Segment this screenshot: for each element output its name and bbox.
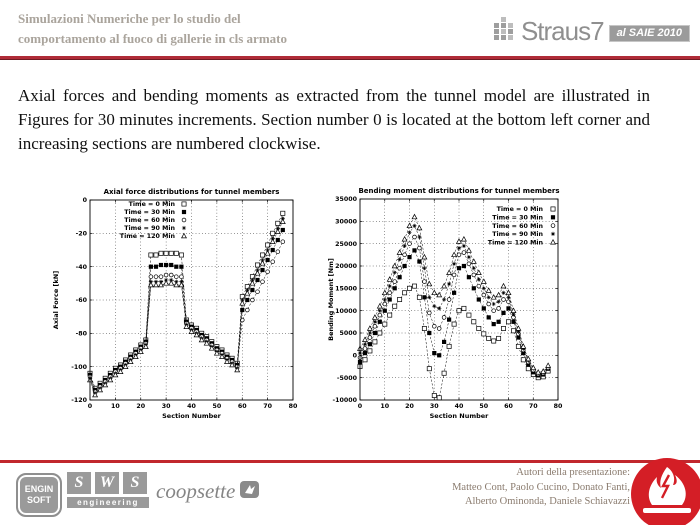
svg-text:10000: 10000 [335, 307, 357, 315]
straus7-logo [494, 15, 690, 46]
sws-engineering-label: engineering [67, 497, 149, 508]
svg-text:5000: 5000 [339, 330, 357, 338]
svg-text:0: 0 [352, 352, 357, 360]
svg-text:Axial Force [kN]: Axial Force [kN] [52, 270, 60, 330]
svg-text:30: 30 [429, 403, 439, 410]
body-paragraph: Axial forces and bending moments as extracted from the tunnel model are illustrated in Figures for 30 minutes increments. Section number 0 is located at the bottom left corner and increasing sections are numbered clockwise. [18, 86, 650, 154]
coopsette-icon [240, 479, 259, 504]
enginsoft-logo [16, 473, 62, 517]
svg-text:Section Number: Section Number [162, 412, 221, 420]
enginsoft-logo-line2: SOFT [27, 495, 51, 505]
svg-text:50: 50 [212, 403, 222, 410]
svg-text:Time = 60 Min: Time = 60 Min [124, 217, 175, 225]
svg-text:Time = 120 Min: Time = 120 Min [119, 233, 175, 241]
slide-header-title [18, 9, 287, 49]
svg-text:20: 20 [136, 403, 146, 410]
sws-engineering-logo [67, 472, 149, 508]
svg-text:Time = 30 Min: Time = 30 Min [124, 209, 175, 217]
saie-badge: al SAIE 2010 [609, 25, 690, 42]
header-title-line2: comportamento al fuoco di gallerie in cls armato [18, 31, 287, 47]
authors-line2: Alberto Ominonda, Daniele Schiavazzi [464, 496, 630, 508]
svg-text:15000: 15000 [335, 285, 357, 293]
svg-text:Time = 0 Min: Time = 0 Min [128, 201, 175, 209]
svg-text:Bending Moment [Nm]: Bending Moment [Nm] [327, 258, 335, 341]
authors-line1: Matteo Cont, Paolo Cucino, Donato Fanti, [452, 481, 630, 493]
svg-text:80: 80 [553, 403, 563, 410]
header-title-line1: Simulazioni Numeriche per lo studio del [18, 11, 241, 26]
footer-divider-rule [0, 460, 700, 463]
svg-text:25000: 25000 [335, 240, 357, 248]
svg-text:-120: -120 [71, 397, 87, 405]
svg-text:30: 30 [161, 403, 171, 410]
svg-text:-10000: -10000 [332, 397, 357, 405]
svg-text:50: 50 [479, 403, 489, 410]
svg-text:0: 0 [87, 403, 93, 410]
sws-letter-s1: S [67, 472, 91, 494]
sws-letter-s2: S [123, 472, 147, 494]
enginsoft-logo-line1: ENGIN [24, 484, 54, 495]
coopsette-logo-text: coopsette [156, 479, 236, 503]
svg-text:20000: 20000 [335, 263, 357, 271]
svg-text:Time = 120 Min: Time = 120 Min [487, 239, 543, 247]
svg-text:-5000: -5000 [336, 374, 357, 382]
svg-text:80: 80 [288, 403, 298, 410]
svg-text:Bending moment distributions f: Bending moment distributions for tunnel members [358, 187, 560, 195]
svg-text:0: 0 [357, 403, 363, 410]
svg-text:40: 40 [187, 403, 196, 410]
svg-text:Section Number: Section Number [429, 412, 489, 420]
svg-text:30000: 30000 [335, 218, 357, 226]
svg-text:-60: -60 [75, 297, 87, 305]
straus7-logo-text: Straus7 [520, 15, 604, 46]
coopsette-logo [156, 479, 259, 504]
fire-logo-icon [628, 455, 700, 525]
header-divider-rule [0, 56, 700, 60]
axial-force-chart [50, 183, 315, 425]
svg-text:-40: -40 [75, 263, 87, 271]
bending-moment-chart [325, 183, 575, 425]
sws-letter-w: W [95, 472, 119, 494]
straus7-grid-icon [494, 15, 516, 46]
svg-text:Axial force distributions for: Axial force distributions for tunnel members [103, 188, 280, 196]
svg-text:70: 70 [528, 403, 538, 410]
svg-text:10: 10 [380, 403, 390, 410]
svg-text:0: 0 [82, 197, 87, 205]
svg-text:35000: 35000 [335, 196, 357, 204]
svg-text:Time = 0 Min: Time = 0 Min [496, 206, 543, 214]
svg-text:70: 70 [263, 403, 273, 410]
svg-text:Time = 90 Min: Time = 90 Min [124, 225, 175, 233]
svg-text:-100: -100 [71, 363, 87, 371]
svg-text:Time = 60 Min: Time = 60 Min [492, 222, 543, 230]
svg-text:10: 10 [110, 403, 120, 410]
svg-text:-80: -80 [75, 330, 87, 338]
svg-text:60: 60 [504, 403, 513, 410]
svg-text:40: 40 [454, 403, 464, 410]
svg-text:Time = 90 Min: Time = 90 Min [492, 231, 543, 239]
svg-text:60: 60 [237, 403, 247, 410]
svg-text:-20: -20 [75, 230, 87, 238]
authors-heading: Autori della presentazione: [516, 467, 630, 478]
svg-text:20: 20 [405, 403, 414, 410]
authors-credit-block [452, 466, 630, 510]
svg-text:Time = 30 Min: Time = 30 Min [492, 214, 543, 222]
